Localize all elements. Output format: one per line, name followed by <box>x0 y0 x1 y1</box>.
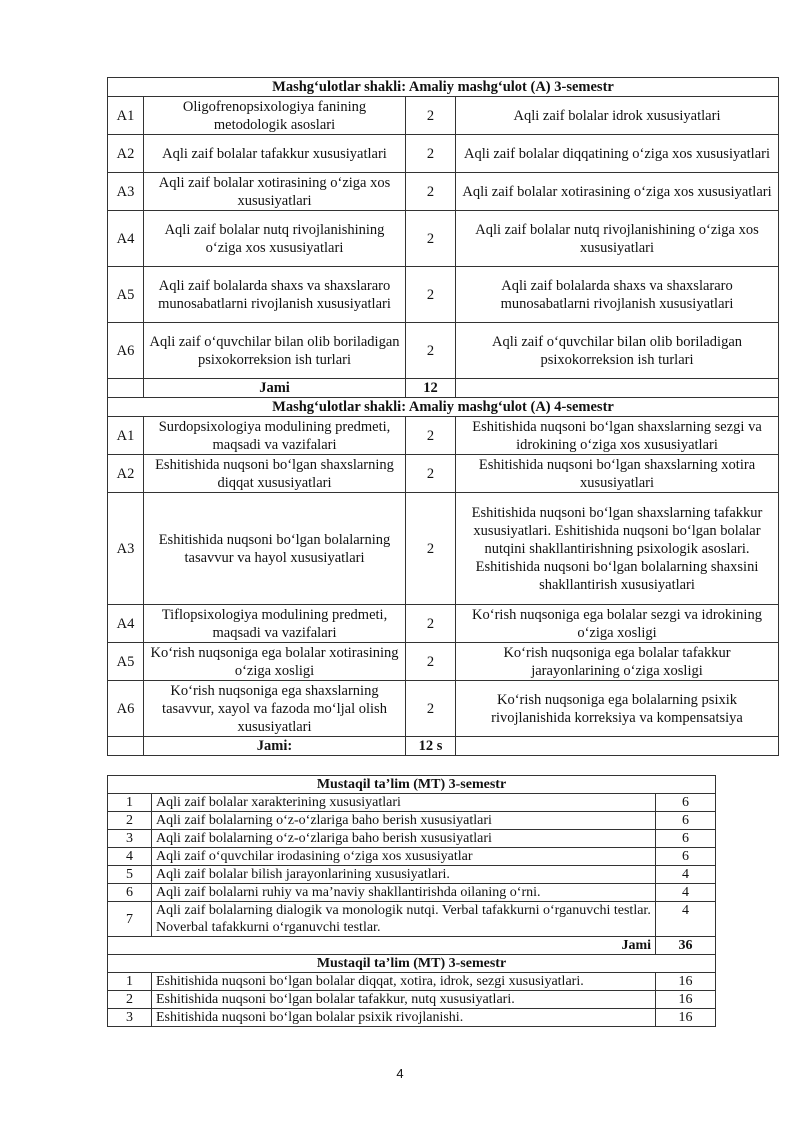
row-topic: Aqli zaif bolalarda shaxs va shaxslararo munosabatlarni rivojlanish xususiyatlari <box>144 267 406 323</box>
row-code: A2 <box>108 455 144 493</box>
row-text: Eshitishida nuqsoni bo‘lgan bolalar diqqat, xotira, idrok, sezgi xususiyatlari. <box>152 973 656 991</box>
total-value: 36 <box>656 937 716 955</box>
row-number: 3 <box>108 1009 152 1027</box>
row-number: 4 <box>108 848 152 866</box>
row-code: A4 <box>108 211 144 267</box>
row-number: 2 <box>108 991 152 1009</box>
row-hours: 4 <box>656 884 716 902</box>
row-hours: 16 <box>656 973 716 991</box>
row-hours: 2 <box>406 643 456 681</box>
row-topic: Surdopsixologiya modulining predmeti, maqsadi va vazifalari <box>144 417 406 455</box>
table-row <box>108 173 779 211</box>
row-code: A5 <box>108 267 144 323</box>
table-row <box>108 794 716 812</box>
row-code: A3 <box>108 493 144 605</box>
row-number: 6 <box>108 884 152 902</box>
page-number: 4 <box>396 1066 404 1081</box>
row-text: Aqli zaif bolalarning o‘z-o‘zlariga baho berish xususiyatlari <box>152 812 656 830</box>
row-code: A1 <box>108 417 144 455</box>
row-number: 5 <box>108 866 152 884</box>
row-hours: 2 <box>406 97 456 135</box>
table-row <box>108 97 779 135</box>
section-header-row <box>108 955 716 973</box>
row-code: A6 <box>108 681 144 737</box>
row-description: Eshitishida nuqsoni bo‘lgan shaxslarning xotira xususiyatlari <box>456 455 779 493</box>
row-topic: Ko‘rish nuqsoniga ega bolalar xotirasining o‘ziga xosligi <box>144 643 406 681</box>
row-hours: 2 <box>406 681 456 737</box>
empty-cell <box>108 737 144 756</box>
practical-sessions-table <box>107 77 779 756</box>
section-header-row <box>108 78 779 97</box>
row-hours: 6 <box>656 812 716 830</box>
row-hours: 2 <box>406 323 456 379</box>
row-description: Aqli zaif bolalar nutq rivojlanishining o‘ziga xos xususiyatlari <box>456 211 779 267</box>
section-header-row <box>108 776 716 794</box>
row-text: Eshitishida nuqsoni bo‘lgan bolalar tafakkur, nutq xususiyatlari. <box>152 991 656 1009</box>
row-hours: 2 <box>406 605 456 643</box>
row-code: A2 <box>108 135 144 173</box>
row-text: Aqli zaif o‘quvchilar irodasining o‘ziga xos xususiyatlar <box>152 848 656 866</box>
row-hours: 2 <box>406 267 456 323</box>
row-topic: Ko‘rish nuqsoniga ega shaxslarning tasavvur, xayol va fazoda mo‘ljal olish xususiyatlari <box>144 681 406 737</box>
row-hours: 16 <box>656 991 716 1009</box>
row-hours: 2 <box>406 135 456 173</box>
table-row <box>108 643 779 681</box>
section-header: Mustaqil ta’lim (MT) 3-semestr <box>108 955 716 973</box>
row-number: 2 <box>108 812 152 830</box>
row-hours: 2 <box>406 173 456 211</box>
row-text: Eshitishida nuqsoni bo‘lgan bolalar psixik rivojlanishi. <box>152 1009 656 1027</box>
row-topic: Aqli zaif bolalar nutq rivojlanishining o‘ziga xos xususiyatlari <box>144 211 406 267</box>
row-description: Aqli zaif bolalar xotirasining o‘ziga xos xususiyatlari <box>456 173 779 211</box>
row-text: Aqli zaif bolalarning o‘z-o‘zlariga baho berish xususiyatlari <box>152 830 656 848</box>
total-row <box>108 379 779 398</box>
row-hours: 4 <box>656 902 716 937</box>
row-hours: 4 <box>656 866 716 884</box>
row-text: Aqli zaif bolalar xarakterining xususiyatlari <box>152 794 656 812</box>
row-hours: 2 <box>406 211 456 267</box>
row-code: A3 <box>108 173 144 211</box>
row-number: 1 <box>108 794 152 812</box>
total-label: Jami: <box>144 737 406 756</box>
table-row <box>108 991 716 1009</box>
table-row <box>108 211 779 267</box>
table-row <box>108 902 716 937</box>
table-row <box>108 323 779 379</box>
total-row <box>108 737 779 756</box>
section-header: Mashg‘ulotlar shakli: Amaliy mashg‘ulot (A) 3-semestr <box>108 78 779 97</box>
row-text: Aqli zaif bolalarni ruhiy va ma’naviy shakllantirishda oilaning o‘rni. <box>152 884 656 902</box>
row-hours: 2 <box>406 455 456 493</box>
row-text: Aqli zaif bolalar bilish jarayonlarining xususiyatlari. <box>152 866 656 884</box>
table-row <box>108 848 716 866</box>
total-row <box>108 937 716 955</box>
table-row <box>108 135 779 173</box>
row-topic: Eshitishida nuqsoni bo‘lgan shaxslarning diqqat xususiyatlari <box>144 455 406 493</box>
row-description: Ko‘rish nuqsoniga ega bolalar tafakkur jarayonlarining o‘ziga xosligi <box>456 643 779 681</box>
row-description: Eshitishida nuqsoni bo‘lgan shaxslarning tafakkur xususiyatlari. Eshitishida nuqsoni bo‘lgan bolalar nutqini shakllantirishning psixologik asoslari. Eshitishida nuqsoni bo‘lgan bolalarning shaxsini shakllantirish xususiyatlari <box>456 493 779 605</box>
section-header-row <box>108 398 779 417</box>
row-topic: Eshitishida nuqsoni bo‘lgan bolalarning tasavvur va hayol xususiyatlari <box>144 493 406 605</box>
row-number: 7 <box>108 902 152 937</box>
row-code: A4 <box>108 605 144 643</box>
total-label: Jami <box>108 937 656 955</box>
row-number: 1 <box>108 973 152 991</box>
row-hours: 2 <box>406 417 456 455</box>
row-description: Aqli zaif bolalarda shaxs va shaxslararo munosabatlarni rivojlanish xususiyatlari <box>456 267 779 323</box>
row-topic: Tiflopsixologiya modulining predmeti, maqsadi va vazifalari <box>144 605 406 643</box>
section-header: Mashg‘ulotlar shakli: Amaliy mashg‘ulot (A) 4-semestr <box>108 398 779 417</box>
empty-cell <box>456 737 779 756</box>
row-description: Ko‘rish nuqsoniga ega bolalarning psixik rivojlanishida korreksiya va kompensatsiya <box>456 681 779 737</box>
row-code: A6 <box>108 323 144 379</box>
total-value: 12 s <box>406 737 456 756</box>
row-description: Aqli zaif bolalar diqqatining o‘ziga xos xususiyatlari <box>456 135 779 173</box>
table-row <box>108 455 779 493</box>
row-hours: 16 <box>656 1009 716 1027</box>
independent-study-table <box>107 775 716 1027</box>
row-description: Aqli zaif o‘quvchilar bilan olib boriladigan psixokorreksion ish turlari <box>456 323 779 379</box>
table-row <box>108 866 716 884</box>
row-hours: 6 <box>656 848 716 866</box>
row-description: Ko‘rish nuqsoniga ega bolalar sezgi va idrokining o‘ziga xosligi <box>456 605 779 643</box>
total-value: 12 <box>406 379 456 398</box>
row-description: Aqli zaif bolalar idrok xususiyatlari <box>456 97 779 135</box>
table-row <box>108 812 716 830</box>
table-row <box>108 1009 716 1027</box>
table-row <box>108 830 716 848</box>
row-topic: Aqli zaif bolalar xotirasining o‘ziga xos xususiyatlari <box>144 173 406 211</box>
row-topic: Aqli zaif bolalar tafakkur xususiyatlari <box>144 135 406 173</box>
total-label: Jami <box>144 379 406 398</box>
row-code: A1 <box>108 97 144 135</box>
table-row <box>108 493 779 605</box>
table-row <box>108 681 779 737</box>
row-hours: 2 <box>406 493 456 605</box>
row-code: A5 <box>108 643 144 681</box>
row-topic: Aqli zaif o‘quvchilar bilan olib boriladigan psixokorreksion ish turlari <box>144 323 406 379</box>
row-text: Aqli zaif bolalarning dialogik va monologik nutqi. Verbal tafakkurni o‘rganuvchi testlar. Noverbal tafakkurni o‘rganuvchi testlar. <box>152 902 656 937</box>
row-description: Eshitishida nuqsoni bo‘lgan shaxslarning sezgi va idrokining o‘ziga xos xususiyatlari <box>456 417 779 455</box>
section-header: Mustaqil ta’lim (MT) 3-semestr <box>108 776 716 794</box>
table-row <box>108 267 779 323</box>
row-hours: 6 <box>656 794 716 812</box>
table-row <box>108 884 716 902</box>
table-row <box>108 417 779 455</box>
empty-cell <box>108 379 144 398</box>
row-number: 3 <box>108 830 152 848</box>
row-hours: 6 <box>656 830 716 848</box>
table-row <box>108 973 716 991</box>
row-topic: Oligofrenopsixologiya fanining metodologik asoslari <box>144 97 406 135</box>
table-row <box>108 605 779 643</box>
empty-cell <box>456 379 779 398</box>
